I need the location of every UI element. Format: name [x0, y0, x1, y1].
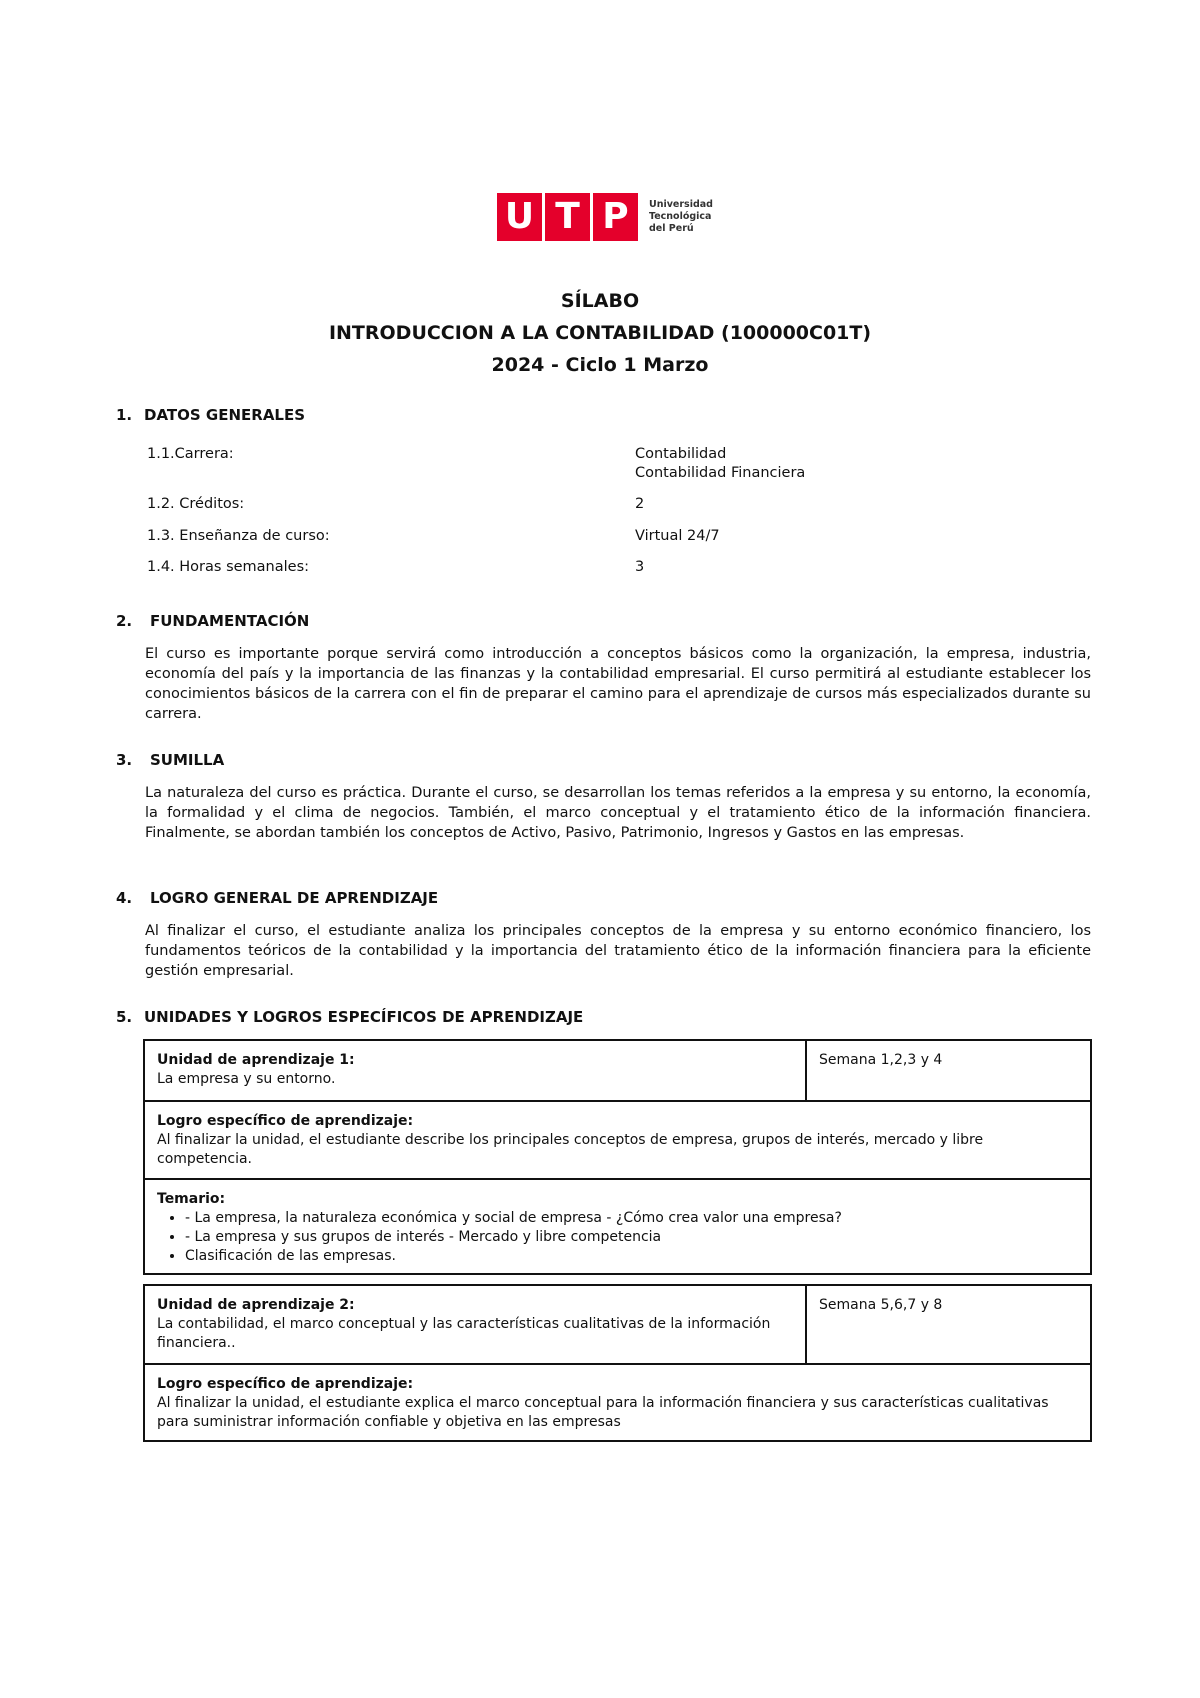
datos-value-carrera: Contabilidad: [635, 446, 727, 462]
unit-1-temario-cell: [145, 1180, 1090, 1274]
datos-label-ensenanza: 1.3. Enseñanza de curso:: [147, 528, 330, 544]
unit-2-text: La contabilidad, el marco conceptual y las características cualitativas de la información financiera..: [157, 1316, 771, 1351]
unit-1-temario-list: [157, 1209, 1078, 1266]
datos-value-carrera-2: Contabilidad Financiera: [635, 465, 806, 481]
fundamentacion-text: El curso es importante porque servirá como introducción a conceptos básicos como la organización, la empresa, industria, economía del país y la importancia de las finanzas y la contabilidad empresarial. El curso permitirá al estudiante establecer los conocimientos básicos de la carrera con el fin de preparar el camino para el aprendizaje de cursos más especializados durante su carrera.: [145, 646, 1091, 722]
datos-value-creditos: 2: [635, 496, 645, 512]
unit-2-label: Unidad de aprendizaje 2:: [157, 1297, 355, 1313]
unit-1-logro-label: Logro específico de aprendizaje:: [157, 1113, 414, 1129]
datos-label-creditos: 1.2. Créditos:: [147, 496, 245, 512]
course-period: 2024 - Ciclo 1 Marzo: [491, 354, 709, 376]
logo-letter-t: T: [545, 193, 590, 241]
unit-1-weeks: Semana 1,2,3 y 4: [819, 1052, 943, 1068]
logro-general-text: Al finalizar el curso, el estudiante analiza los principales conceptos de la empresa y su entorno económico financiero, los fundamentos teóricos de la contabilidad y la importancia del tratamiento ético de la información financiera para la eficiente gestión empresarial.: [145, 923, 1091, 979]
unit-1-title-cell: [145, 1041, 806, 1101]
datos-value-horas: 3: [635, 559, 645, 575]
unit-1-label: Unidad de aprendizaje 1:: [157, 1052, 355, 1068]
unit-1-table: [143, 1039, 1092, 1275]
unit-2-weeks: Semana 5,6,7 y 8: [819, 1297, 943, 1313]
list-item: • - La empresa y sus grupos de interés - Mercado y libre competencia: [185, 1228, 1078, 1247]
unit-1-logro-cell: [145, 1102, 1090, 1178]
section-heading-logro-general: 4. LOGRO GENERAL DE APRENDIZAJE: [116, 889, 439, 907]
datos-value-ensenanza: Virtual 24/7: [635, 528, 720, 544]
datos-label-carrera: 1.1.Carrera:: [147, 446, 234, 462]
unit-2-logro-cell: [145, 1365, 1090, 1440]
unit-1-temario-label: Temario:: [157, 1191, 226, 1207]
utp-logo: [497, 193, 717, 241]
section-heading-sumilla: 3. SUMILLA: [116, 751, 225, 769]
section-heading-unidades: 5. UNIDADES Y LOGROS ESPECÍFICOS DE APRENDIZAJE: [116, 1008, 584, 1026]
list-item: • - La empresa, la naturaleza económica y social de empresa - ¿Cómo crea valor una empresa?: [185, 1209, 1078, 1228]
list-item: • Clasificación de las empresas.: [185, 1247, 1078, 1266]
unit-2-title-cell: [145, 1286, 806, 1364]
unit-1-logro-text: Al finalizar la unidad, el estudiante describe los principales conceptos de empresa, grupos de interés, mercado y libre competencia.: [157, 1132, 984, 1167]
section-heading-datos: 1. DATOS GENERALES: [116, 406, 306, 424]
unit-1-text: La empresa y su entorno.: [157, 1071, 336, 1087]
datos-label-horas: 1.4. Horas semanales:: [147, 559, 310, 575]
logo-text: Universidad Tecnológica del Perú: [649, 199, 713, 234]
logo-letter-p: P: [593, 193, 638, 241]
sumilla-text: La naturaleza del curso es práctica. Durante el curso, se desarrollan los temas referidos a la empresa y su entorno, la economía, la formalidad y el clima de negocios. También, el marco conceptual y el tratamiento ético de la información financiera. Finalmente, se abordan también los conceptos de Activo, Pasivo, Patrimonio, Ingresos y Gastos en las empresas.: [145, 785, 1091, 841]
logo-letter-u: U: [497, 193, 542, 241]
document-title: SÍLABO: [560, 290, 640, 312]
unit-2-table: [143, 1284, 1092, 1442]
section-heading-fundamentacion: 2. FUNDAMENTACIÓN: [116, 612, 310, 630]
course-title: INTRODUCCION A LA CONTABILIDAD (100000C01T): [328, 322, 872, 344]
unit-2-logro-text: Al finalizar la unidad, el estudiante explica el marco conceptual para la información financiera y sus características cualitativas para suministrar información confiable y objetiva en las empresas: [157, 1395, 1049, 1430]
unit-2-logro-label: Logro específico de aprendizaje:: [157, 1376, 414, 1392]
